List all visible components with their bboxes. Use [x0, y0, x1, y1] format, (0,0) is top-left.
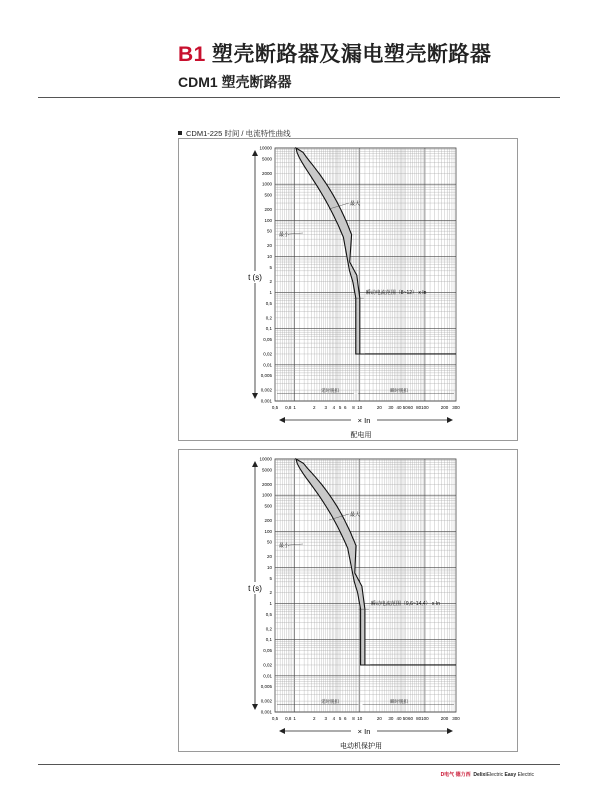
annotation-max: 最大: [350, 512, 361, 518]
header-divider: [38, 97, 560, 98]
brand-en: Electric: [486, 772, 504, 778]
instant-zone-label: 瞬时脱扣: [389, 388, 408, 394]
y-tick-label: 50: [266, 539, 272, 545]
y-tick-label: 0,005: [260, 373, 272, 379]
x-tick-label: 40: [396, 716, 402, 721]
y-tick-label: 0,2: [265, 315, 272, 321]
y-tick-label: 0,1: [265, 326, 272, 332]
y-tick-label: 5: [269, 575, 272, 581]
instant-zone-label: 瞬时脱扣: [389, 699, 408, 705]
y-tick-label: 100: [264, 217, 272, 223]
y-tick-label: 0,02: [263, 351, 272, 357]
x-tick-label: 0,8: [285, 716, 292, 721]
page-title: [178, 38, 491, 68]
chart-caption: 电动机保护用: [340, 743, 382, 750]
chart-panel-motor: [178, 449, 518, 752]
x-tick-label: 30: [388, 405, 394, 410]
y-tick-label: 20: [266, 243, 272, 249]
y-tick-label: 2000: [261, 481, 272, 487]
x-tick-label: 8: [352, 716, 355, 721]
x-tick-label: 1: [293, 716, 296, 721]
x-axis-arrowhead-right: [447, 728, 453, 734]
plot-area: [275, 148, 456, 401]
y-tick-label: 0,5: [265, 300, 272, 306]
x-tick-label: 60: [407, 716, 413, 721]
y-axis-arrowhead-down: [252, 704, 258, 710]
x-axis-arrowhead-left: [279, 728, 285, 734]
x-tick-label: 40: [396, 405, 402, 410]
y-tick-label: 1: [269, 290, 272, 296]
x-tick-label: 6: [344, 716, 347, 721]
y-tick-label: 0,01: [263, 362, 272, 368]
y-axis-arrowhead-up: [252, 461, 258, 467]
x-tick-label: 3: [324, 405, 327, 410]
x-tick-label: 0,8: [285, 405, 292, 410]
brand-easy: Electric: [517, 772, 534, 778]
y-axis-arrowhead-up: [252, 150, 258, 156]
y-tick-label: 2000: [261, 170, 272, 176]
y-tick-label: 10: [266, 564, 272, 570]
title-text: 塑壳断路器及漏电塑壳断路器: [211, 43, 492, 66]
tc-curve-chart-2: [179, 450, 519, 753]
page-subtitle: CDM1 塑壳断路器: [178, 74, 292, 90]
x-tick-label: 60: [407, 405, 413, 410]
x-tick-label: 100: [421, 405, 429, 410]
delay-zone-label: 延时脱扣: [321, 699, 340, 705]
brand-easy-bold: Easy: [504, 772, 517, 778]
y-tick-label: 5000: [261, 467, 272, 473]
x-tick-label: 2: [312, 716, 316, 721]
y-tick-label: 0,02: [263, 662, 272, 668]
section-code: B1: [178, 43, 206, 66]
y-tick-label: 1: [269, 601, 272, 607]
tc-curve-chart-1: [179, 139, 519, 442]
x-tick-label: 50: [402, 405, 408, 410]
y-tick-label: 2: [269, 590, 272, 596]
x-axis-arrowhead-right: [447, 417, 453, 423]
annotation-max: 最大: [350, 201, 361, 207]
y-tick-label: 50: [266, 228, 272, 234]
x-tick-label: 80: [416, 716, 422, 721]
y-tick-label: 2: [269, 279, 272, 285]
x-tick-label: 8: [352, 405, 355, 410]
y-tick-label: 1000: [261, 181, 272, 187]
chart-caption: 配电用: [350, 432, 372, 439]
y-tick-label: 20: [266, 554, 272, 560]
section-label-text: CDM1-225 时间 / 电流特性曲线: [186, 129, 291, 138]
x-axis-title: × In: [357, 416, 371, 425]
annotation-min: 最小: [279, 232, 290, 238]
y-tick-label: 0,005: [260, 684, 272, 690]
brand-en-bold: Delixi: [473, 772, 487, 778]
footer-brand: [441, 771, 534, 778]
y-tick-label: 100: [264, 528, 272, 534]
x-tick-label: 6: [344, 405, 347, 410]
x-tick-label: 30: [388, 716, 394, 721]
y-tick-label: 200: [264, 206, 272, 212]
delay-zone-label: 延时脱扣: [321, 388, 340, 394]
annotation-min: 最小: [279, 543, 290, 549]
y-tick-label: 0,001: [260, 709, 272, 715]
y-tick-label: 0,2: [265, 626, 272, 632]
y-tick-label: 0,5: [265, 611, 272, 617]
x-tick-label: 100: [421, 716, 429, 721]
x-tick-label: 300: [452, 405, 460, 410]
plot-area: [275, 459, 456, 712]
y-tick-label: 0,01: [263, 673, 272, 679]
y-tick-label: 5: [269, 264, 272, 270]
x-tick-label: 200: [440, 716, 449, 721]
y-tick-label: 0,001: [260, 398, 272, 404]
y-tick-label: 500: [264, 192, 272, 198]
x-tick-label: 200: [440, 405, 449, 410]
instant-range-label: 瞬动电流范围（9,6~14,4） x In: [370, 601, 440, 608]
y-tick-label: 10000: [259, 456, 272, 462]
x-tick-label: 4: [332, 716, 336, 721]
x-tick-label: 10: [357, 405, 363, 410]
instant-range-label: 瞬动电流范围（8~12） x In: [365, 290, 427, 297]
y-tick-label: 0,002: [260, 387, 272, 393]
x-axis-title: × In: [357, 727, 371, 736]
y-axis-arrowhead-down: [252, 393, 258, 399]
y-axis-title: t (s): [248, 273, 262, 282]
x-tick-label: 0,5: [271, 405, 279, 410]
brand-logo-text: D电气: [440, 772, 455, 778]
y-tick-label: 200: [264, 517, 272, 523]
chart-panel-distribution: [178, 138, 518, 441]
bullet-square-icon: [178, 131, 182, 135]
x-tick-label: 80: [416, 405, 422, 410]
x-tick-label: 20: [376, 405, 382, 410]
x-tick-label: 300: [452, 716, 460, 721]
y-tick-label: 1000: [261, 492, 272, 498]
x-tick-label: 5: [338, 716, 342, 721]
x-axis-arrowhead-left: [279, 417, 285, 423]
y-tick-label: 5000: [261, 156, 272, 162]
y-tick-label: 0,002: [260, 698, 272, 704]
y-tick-label: 0,05: [263, 337, 272, 343]
y-tick-label: 500: [264, 503, 272, 509]
x-tick-label: 0,5: [271, 716, 279, 721]
x-tick-label: 50: [402, 716, 408, 721]
y-tick-label: 0,1: [265, 637, 272, 643]
y-tick-label: 0,05: [263, 648, 272, 654]
x-tick-label: 1: [293, 405, 296, 410]
x-tick-label: 2: [312, 405, 316, 410]
y-tick-label: 10: [266, 253, 272, 259]
footer-divider: [38, 764, 560, 765]
x-tick-label: 20: [376, 716, 382, 721]
y-axis-title: t (s): [248, 584, 262, 593]
x-tick-label: 3: [324, 716, 327, 721]
brand-cn: 德力西: [455, 772, 471, 778]
x-tick-label: 5: [338, 405, 342, 410]
x-tick-label: 4: [332, 405, 336, 410]
y-tick-label: 10000: [259, 145, 272, 151]
x-tick-label: 10: [357, 716, 363, 721]
